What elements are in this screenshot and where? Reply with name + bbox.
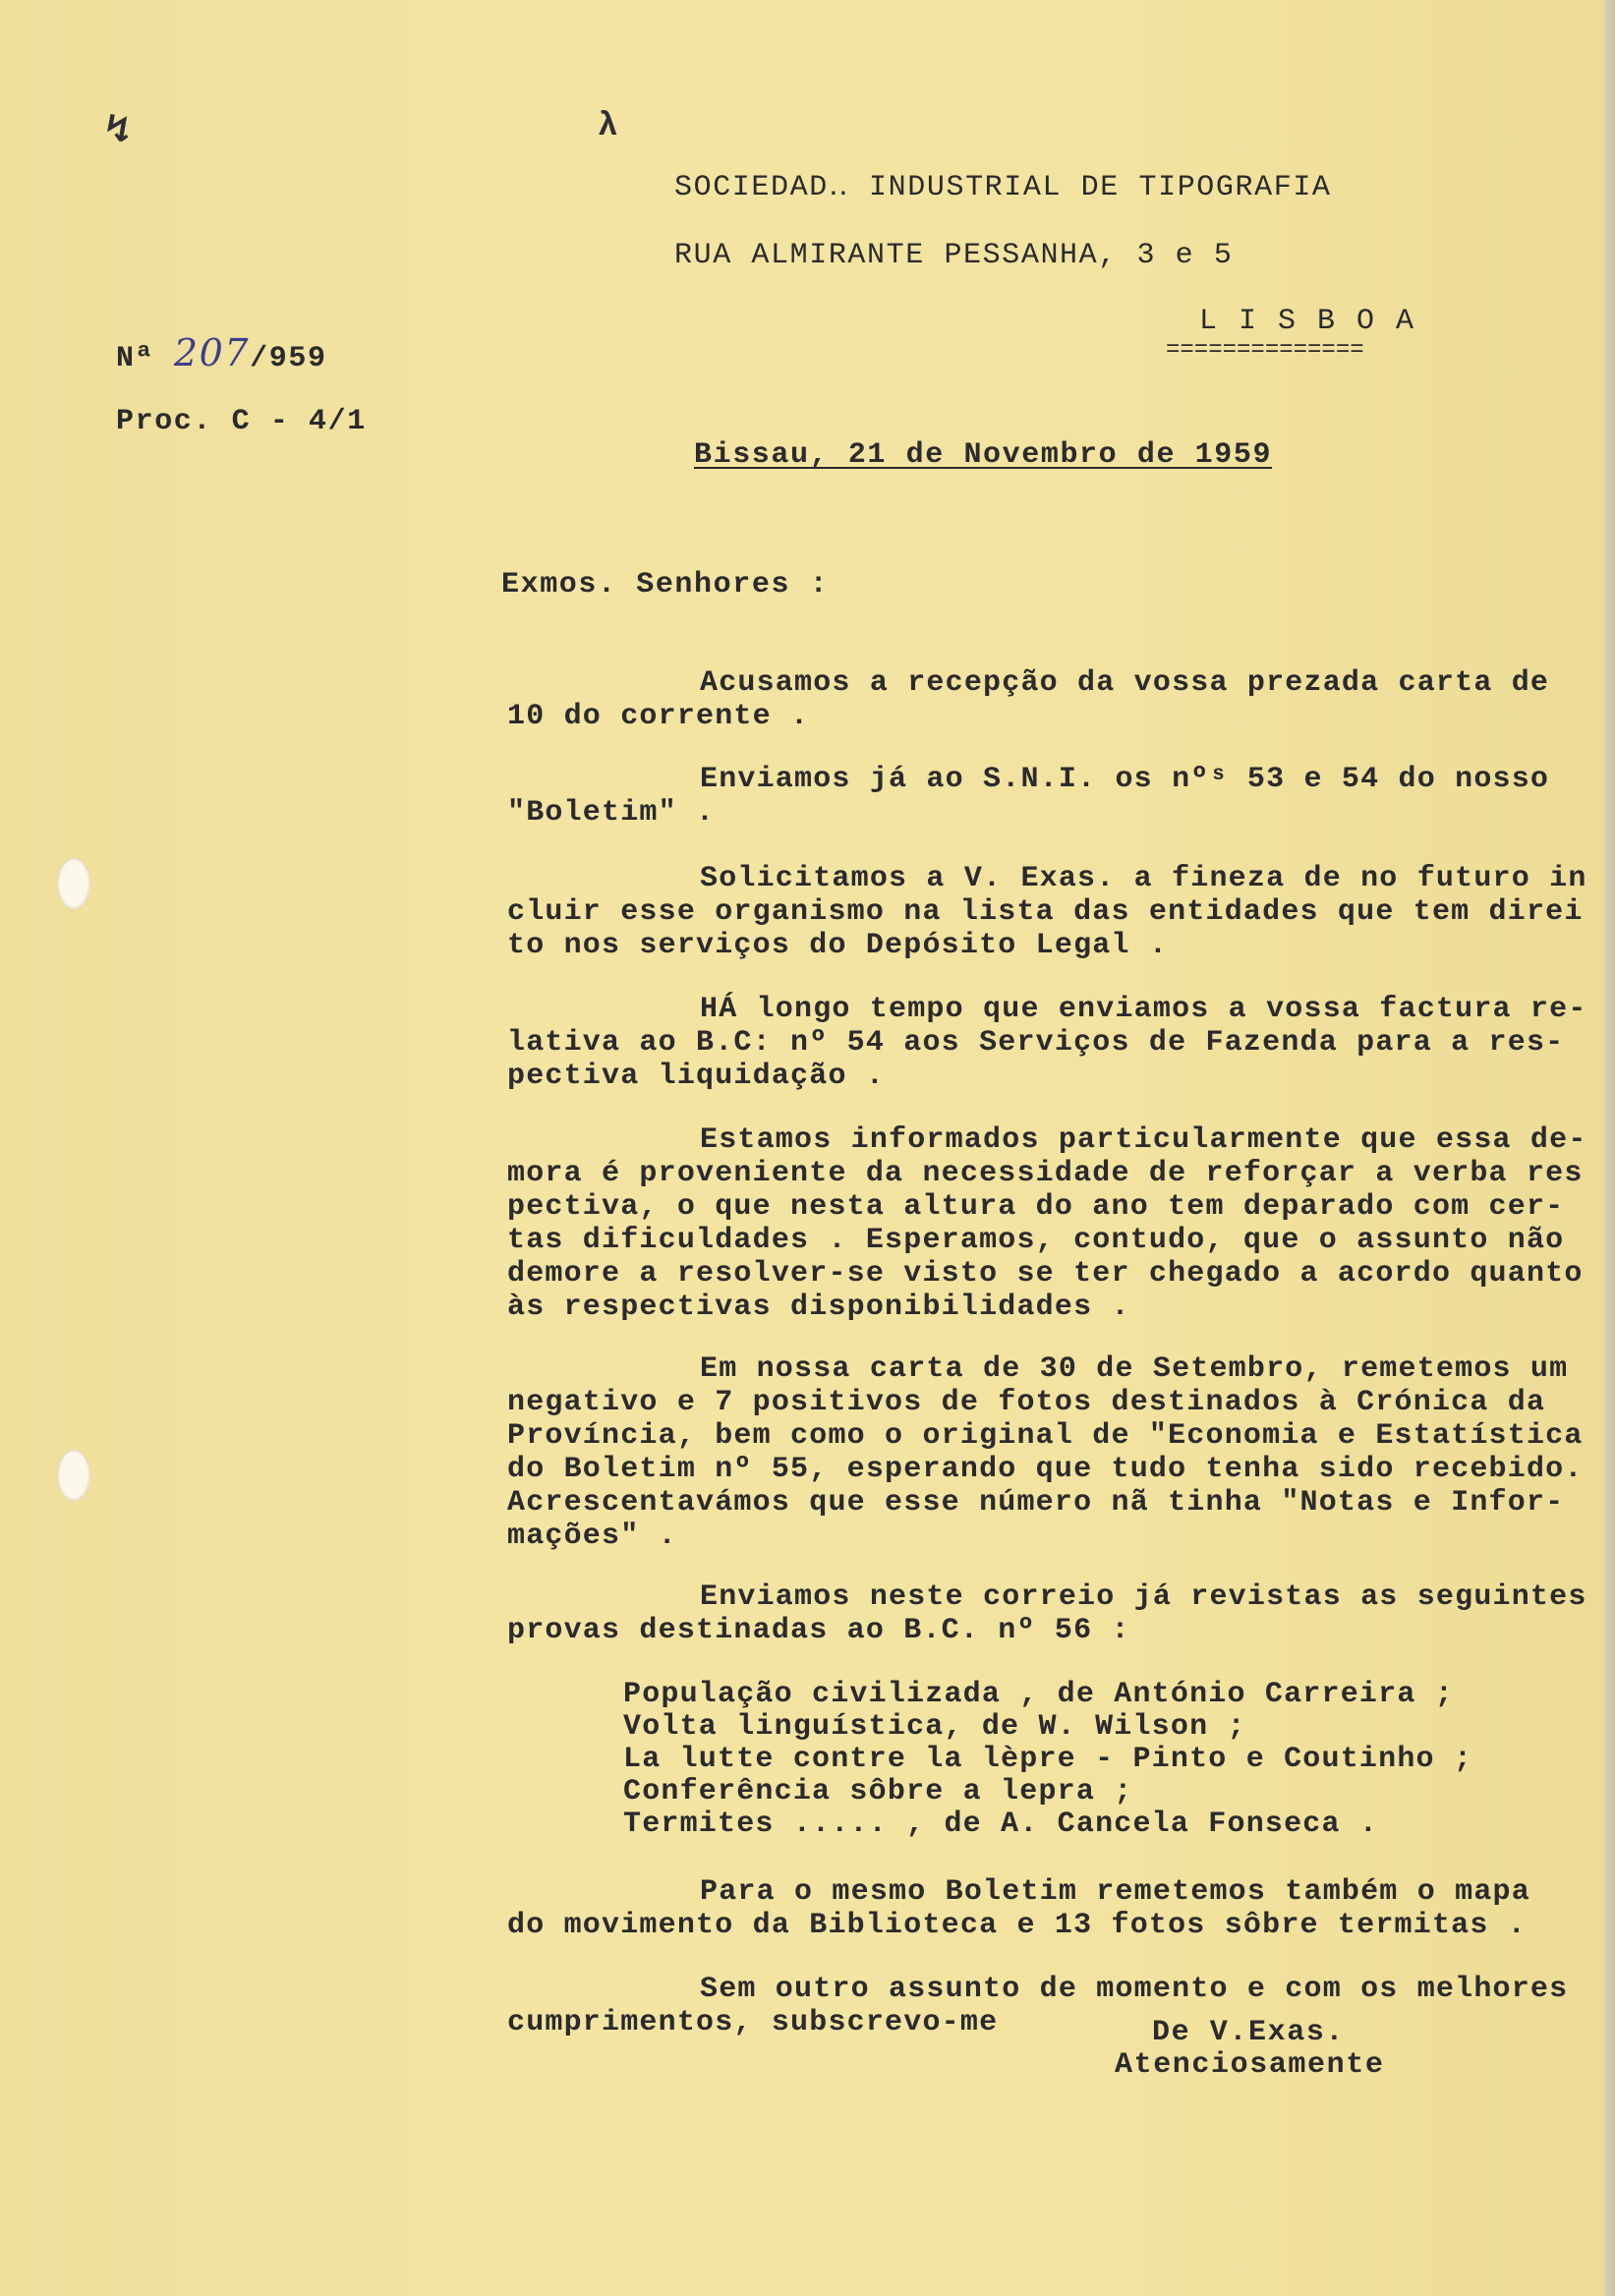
salutation: Exmos. Senhores :: [501, 568, 830, 602]
paragraph-line: às respectivas disponibilidades .: [507, 1291, 1130, 1324]
paragraph-line: HÁ longo tempo que enviamos a vossa factura re-: [700, 993, 1587, 1026]
paragraph-6: [507, 1352, 1608, 1553]
paragraph-1: [507, 666, 1608, 733]
paragraph-line: mações" .: [507, 1520, 677, 1553]
paragraph-line: tas dificuldades . Esperamos, contudo, que o assunto não: [507, 1224, 1565, 1257]
city-rule: ==============: [1166, 337, 1364, 364]
closing-paragraph-2: [507, 1973, 1608, 2039]
process-reference: Proc. C - 4/1: [116, 405, 367, 438]
paragraph-line: Enviamos já ao S.N.I. os nºˢ 53 e 54 do nosso: [700, 763, 1550, 796]
reference-handwritten-number: 207: [173, 331, 251, 374]
paragraph-line: Para o mesmo Boletim remetemos também o mapa: [700, 1875, 1530, 1909]
paragraph-4: [507, 993, 1608, 1093]
paragraph-line: lativa ao B.C: nº 54 aos Serviços de Fazenda para a res-: [507, 1026, 1565, 1060]
paragraph-line: pectiva, o que nesta altura do ano tem deparado com cer-: [507, 1190, 1565, 1224]
paragraph-line: Enviamos neste correio já revistas as seguintes: [700, 1580, 1587, 1614]
paragraph-line: cumprimentos, subscrevo-me: [507, 2006, 999, 2039]
signoff-line-2: Atenciosamente: [1115, 2048, 1385, 2082]
sender-city: L I S B O A: [1199, 305, 1416, 338]
closing-paragraph-1: [507, 1875, 1608, 1942]
paragraph-line: Solicitamos a V. Exas. a fineza de no futuro in: [700, 862, 1587, 895]
page-edge: [1604, 0, 1615, 2296]
reference-year: /959: [250, 342, 327, 375]
paragraph-3: [507, 862, 1608, 962]
sender-line-2: RUA ALMIRANTE PESSANHA, 3 e 5: [674, 239, 1234, 272]
signoff-line-1: De V.Exas.: [1152, 2016, 1346, 2049]
paragraph-line: do movimento da Biblioteca e 13 fotos sôbre termitas .: [507, 1909, 1527, 1942]
paragraph-line: negativo e 7 positivos de fotos destinados à Crónica da: [507, 1386, 1546, 1419]
date-line: Bissau, 21 de Novembro de 1959: [694, 438, 1273, 472]
paragraph-line: Em nossa carta de 30 de Setembro, remetemos um: [700, 1352, 1569, 1386]
list-item: Volta linguística, de W. Wilson ;: [623, 1710, 1246, 1744]
reference-prefix: Nª: [116, 342, 155, 375]
paragraph-line: provas destinadas ao B.C. nº 56 :: [507, 1614, 1130, 1647]
list-item: Termites ..... , de A. Cancela Fonseca .: [623, 1808, 1379, 1841]
paragraph-line: mora é proveniente da necessidade de reforçar a verba res: [507, 1157, 1584, 1190]
paragraph-line: to nos serviços do Depósito Legal .: [507, 929, 1169, 962]
paragraph-line: Província, bem como o original de "Economia e Estatística: [507, 1419, 1584, 1453]
paragraph-line: pectiva liquidação .: [507, 1060, 886, 1093]
paragraph-line: 10 do corrente .: [507, 700, 810, 733]
proofs-list: [623, 1679, 1615, 1841]
paragraph-line: cluir esse organismo na lista das entidades que tem direi: [507, 895, 1584, 929]
list-item: La lutte contre la lèpre - Pinto e Coutinho ;: [623, 1743, 1473, 1776]
paragraph-2: [507, 763, 1608, 830]
list-item: População civilizada , de António Carreira ;: [623, 1678, 1454, 1711]
paragraph-7: [507, 1580, 1608, 1647]
paragraph-5: [507, 1123, 1608, 1324]
paragraph-line: demore a resolver-se visto se ter chegado a acordo quanto: [507, 1257, 1584, 1291]
pen-mark: ↯: [106, 110, 131, 154]
sender-line-1: SOCIEDAD‥ INDUSTRIAL DE TIPOGRAFIA: [674, 171, 1332, 204]
stray-mark: λ: [598, 108, 618, 145]
paragraph-line: Estamos informados particularmente que essa de-: [700, 1123, 1587, 1157]
paragraph-line: "Boletim" .: [507, 796, 716, 830]
paragraph-line: Acusamos a recepção da vossa prezada carta de: [700, 666, 1550, 700]
paragraph-line: Sem outro assunto de momento e com os melhores: [700, 1973, 1569, 2006]
list-item: Conferência sôbre a lepra ;: [623, 1775, 1133, 1808]
punch-hole-bottom: [57, 1450, 90, 1501]
reference-number: [116, 331, 327, 375]
paragraph-line: do Boletim nº 55, esperando que tudo tenha sido recebido.: [507, 1453, 1584, 1486]
paragraph-line: Acrescentavámos que esse número nã tinha "Notas e Infor-: [507, 1486, 1565, 1520]
punch-hole-top: [57, 858, 90, 909]
